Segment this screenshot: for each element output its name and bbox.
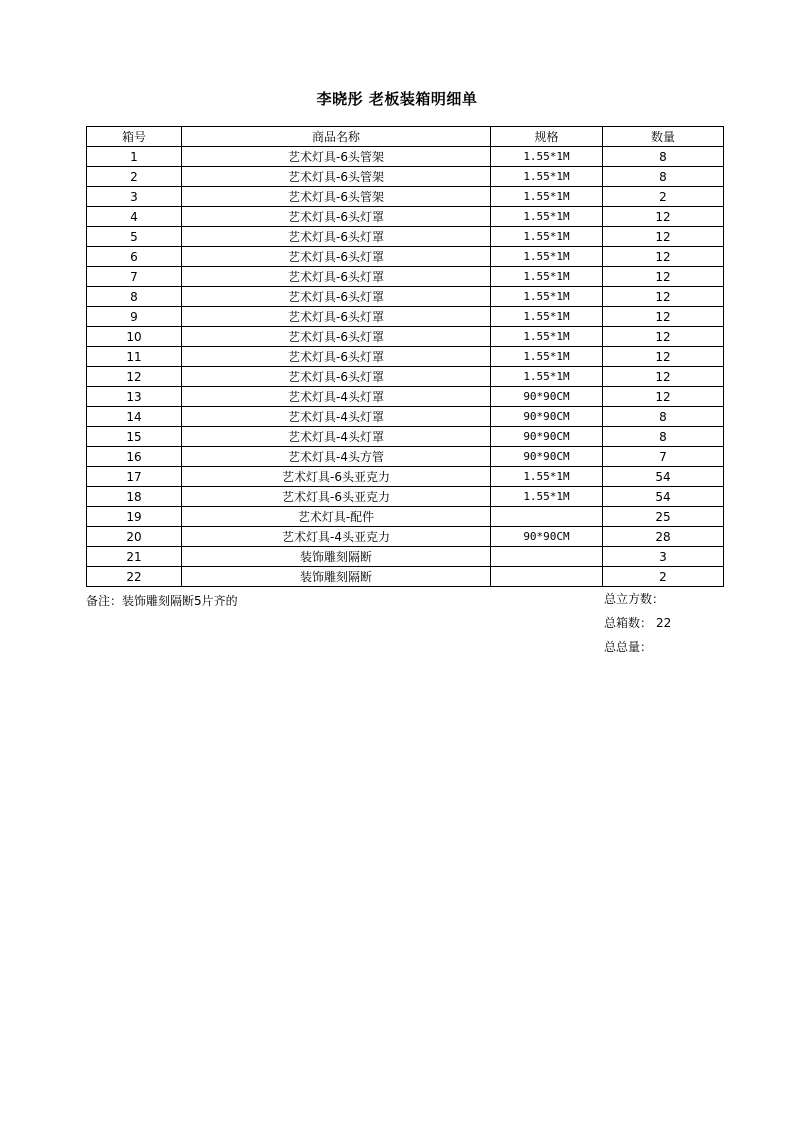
table-row — [87, 547, 724, 567]
cell-spec: 1.55*1M — [491, 367, 603, 387]
cell-product-name: 装饰雕刻隔断 — [182, 547, 491, 567]
table-row — [87, 287, 724, 307]
cell-product-name: 艺术灯具-4头灯罩 — [182, 407, 491, 427]
cell-box-no: 3 — [87, 187, 182, 207]
cell-spec: 1.55*1M — [491, 487, 603, 507]
cell-product-name: 装饰雕刻隔断 — [182, 567, 491, 587]
cell-spec: 90*90CM — [491, 387, 603, 407]
cell-quantity: 12 — [603, 227, 724, 247]
cell-product-name: 艺术灯具-6头灯罩 — [182, 227, 491, 247]
table-row — [87, 327, 724, 347]
cell-product-name: 艺术灯具-配件 — [182, 507, 491, 527]
packing-list-table — [86, 126, 724, 587]
cell-spec: 90*90CM — [491, 407, 603, 427]
table-row — [87, 247, 724, 267]
cell-product-name: 艺术灯具-6头亚克力 — [182, 487, 491, 507]
cell-spec: 1.55*1M — [491, 227, 603, 247]
cell-product-name: 艺术灯具-6头灯罩 — [182, 287, 491, 307]
cell-spec — [491, 547, 603, 567]
cell-spec: 1.55*1M — [491, 467, 603, 487]
table-row — [87, 367, 724, 387]
cell-quantity: 25 — [603, 507, 724, 527]
cell-spec: 90*90CM — [491, 427, 603, 447]
cell-spec: 1.55*1M — [491, 267, 603, 287]
table-row — [87, 387, 724, 407]
cell-quantity: 8 — [603, 147, 724, 167]
cell-product-name: 艺术灯具-6头灯罩 — [182, 327, 491, 347]
header-box-no: 箱号 — [87, 127, 182, 147]
table-body — [87, 147, 724, 587]
cell-quantity: 12 — [603, 287, 724, 307]
header-quantity: 数量 — [603, 127, 724, 147]
cell-box-no: 9 — [87, 307, 182, 327]
total-weight — [604, 638, 656, 655]
table-row — [87, 347, 724, 367]
table-row — [87, 407, 724, 427]
table-row — [87, 527, 724, 547]
cell-box-no: 20 — [87, 527, 182, 547]
cell-box-no: 22 — [87, 567, 182, 587]
cell-product-name: 艺术灯具-4头亚克力 — [182, 527, 491, 547]
table-row — [87, 267, 724, 287]
cell-spec: 1.55*1M — [491, 167, 603, 187]
table-row — [87, 227, 724, 247]
cell-quantity: 8 — [603, 167, 724, 187]
total-boxes-label: 总箱数： — [604, 616, 653, 630]
cell-box-no: 11 — [87, 347, 182, 367]
cell-spec: 1.55*1M — [491, 207, 603, 227]
cell-spec: 1.55*1M — [491, 247, 603, 267]
cell-spec: 1.55*1M — [491, 187, 603, 207]
cell-product-name: 艺术灯具-4头方管 — [182, 447, 491, 467]
cell-product-name: 艺术灯具-6头亚克力 — [182, 467, 491, 487]
cell-spec: 90*90CM — [491, 447, 603, 467]
cell-product-name: 艺术灯具-6头灯罩 — [182, 247, 491, 267]
cell-quantity: 54 — [603, 467, 724, 487]
total-volume — [604, 590, 668, 607]
cell-quantity: 3 — [603, 547, 724, 567]
table-row — [87, 207, 724, 227]
cell-quantity: 28 — [603, 527, 724, 547]
cell-spec — [491, 507, 603, 527]
cell-quantity: 12 — [603, 307, 724, 327]
cell-product-name: 艺术灯具-4头灯罩 — [182, 427, 491, 447]
cell-spec: 1.55*1M — [491, 307, 603, 327]
cell-quantity: 12 — [603, 267, 724, 287]
cell-quantity: 2 — [603, 567, 724, 587]
total-volume-label: 总立方数： — [604, 592, 665, 606]
cell-box-no: 13 — [87, 387, 182, 407]
cell-box-no: 1 — [87, 147, 182, 167]
total-boxes-value: 22 — [656, 616, 672, 630]
cell-product-name: 艺术灯具-6头灯罩 — [182, 347, 491, 367]
table-row — [87, 567, 724, 587]
table-header-row — [87, 127, 724, 147]
cell-quantity: 7 — [603, 447, 724, 467]
cell-box-no: 18 — [87, 487, 182, 507]
cell-quantity: 8 — [603, 427, 724, 447]
table-row — [87, 487, 724, 507]
page-title: 李晓彤 老板装箱明细单 — [316, 90, 478, 108]
cell-spec: 1.55*1M — [491, 327, 603, 347]
cell-box-no: 17 — [87, 467, 182, 487]
cell-product-name: 艺术灯具-6头灯罩 — [182, 267, 491, 287]
table-row — [87, 147, 724, 167]
total-weight-label: 总总量： — [604, 640, 653, 654]
table-row — [87, 507, 724, 527]
cell-box-no: 10 — [87, 327, 182, 347]
cell-quantity: 8 — [603, 407, 724, 427]
table-row — [87, 447, 724, 467]
cell-box-no: 15 — [87, 427, 182, 447]
cell-box-no: 12 — [87, 367, 182, 387]
table-row — [87, 427, 724, 447]
cell-box-no: 14 — [87, 407, 182, 427]
total-boxes — [604, 614, 671, 631]
cell-quantity: 12 — [603, 207, 724, 227]
cell-product-name: 艺术灯具-6头管架 — [182, 187, 491, 207]
cell-product-name: 艺术灯具-6头灯罩 — [182, 307, 491, 327]
cell-product-name: 艺术灯具-6头灯罩 — [182, 367, 491, 387]
cell-spec: 1.55*1M — [491, 287, 603, 307]
cell-quantity: 54 — [603, 487, 724, 507]
cell-box-no: 5 — [87, 227, 182, 247]
cell-product-name: 艺术灯具-6头管架 — [182, 147, 491, 167]
cell-box-no: 19 — [87, 507, 182, 527]
cell-box-no: 4 — [87, 207, 182, 227]
cell-spec — [491, 567, 603, 587]
cell-quantity: 2 — [603, 187, 724, 207]
cell-product-name: 艺术灯具-4头灯罩 — [182, 387, 491, 407]
cell-quantity: 12 — [603, 347, 724, 367]
cell-box-no: 6 — [87, 247, 182, 267]
remark-note: 备注：装饰雕刻隔断5片齐的 — [86, 594, 238, 608]
cell-box-no: 7 — [87, 267, 182, 287]
cell-product-name: 艺术灯具-6头灯罩 — [182, 207, 491, 227]
cell-spec: 1.55*1M — [491, 147, 603, 167]
cell-product-name: 艺术灯具-6头管架 — [182, 167, 491, 187]
cell-box-no: 8 — [87, 287, 182, 307]
cell-spec: 90*90CM — [491, 527, 603, 547]
cell-box-no: 16 — [87, 447, 182, 467]
table-row — [87, 467, 724, 487]
cell-spec: 1.55*1M — [491, 347, 603, 367]
cell-quantity: 12 — [603, 367, 724, 387]
table-row — [87, 307, 724, 327]
cell-quantity: 12 — [603, 327, 724, 347]
cell-quantity: 12 — [603, 247, 724, 267]
cell-box-no: 2 — [87, 167, 182, 187]
table-row — [87, 187, 724, 207]
cell-box-no: 21 — [87, 547, 182, 567]
header-spec: 规格 — [491, 127, 603, 147]
header-product-name: 商品名称 — [182, 127, 491, 147]
cell-quantity: 12 — [603, 387, 724, 407]
table-row — [87, 167, 724, 187]
